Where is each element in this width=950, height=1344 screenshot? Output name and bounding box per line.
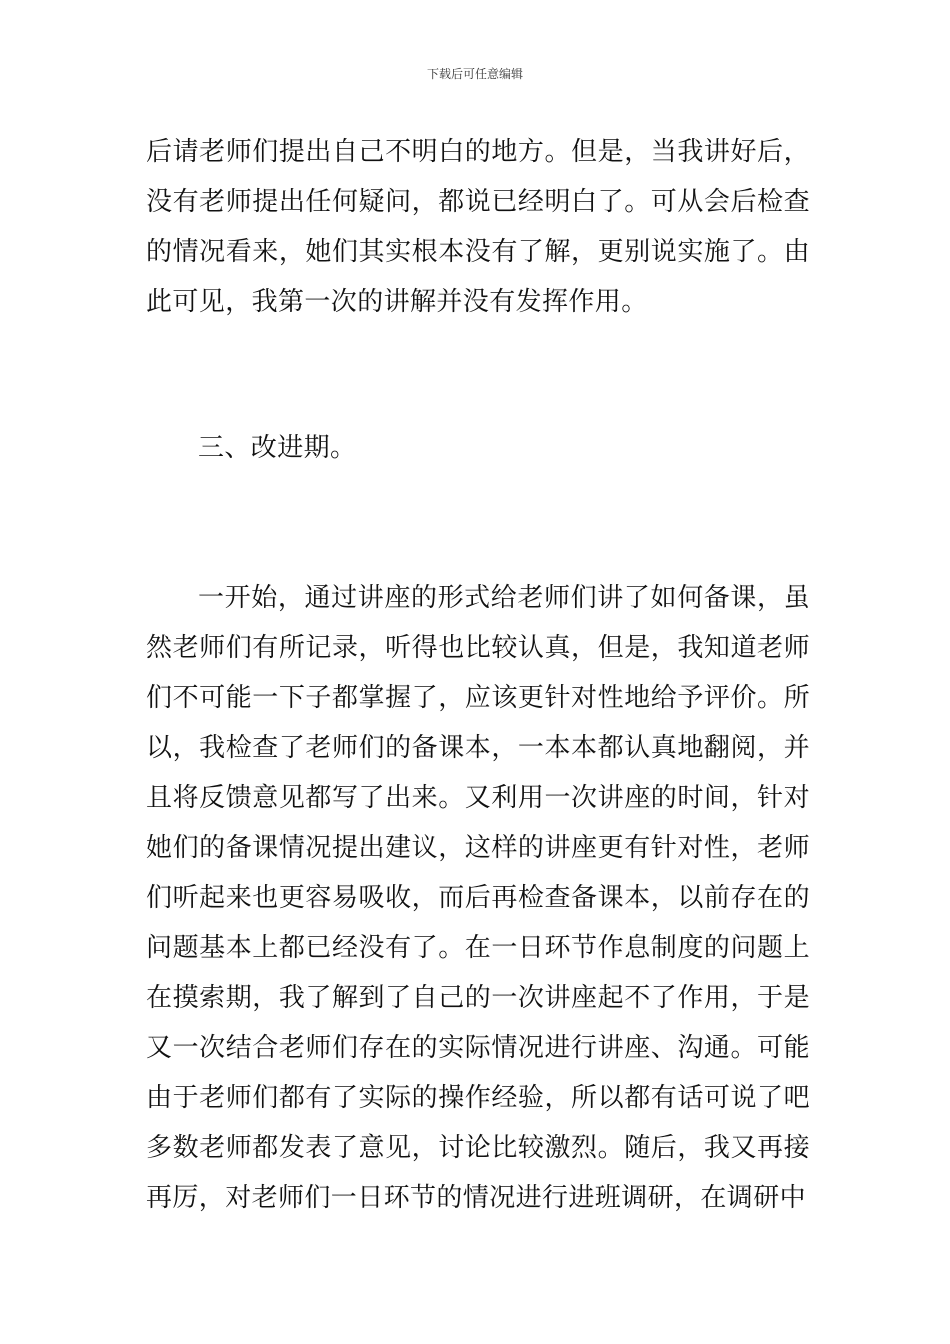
document-body [146, 127, 810, 1223]
paragraph-improvement: 一开始，通过讲座的形式给老师们讲了如何备课，虽然老师们有所记录，听得也比较认真，但是，我知道老师们不可能一下子都掌握了，应该更针对性地给予评价。所以，我检查了老师们的备课本，一本本都认真地翻阅，并且将反馈意见都写了出来。又利用一次讲座的时间，针对她们的备课情况提出建议，这样的讲座更有针对性，老师们听起来也更容易吸收，而后再检查备课本，以前存在的问题基本上都已经没有了。在一日环节作息制度的问题上在摸索期，我了解到了自己的一次讲座起不了作用，于是又一次结合老师们存在的实际情况进行讲座、沟通。可能由于老师们都有了实际的操作经验，所以都有话可说了吧多数老师都发表了意见，讨论比较激烈。随后，我又再接再厉，对老师们一日环节的情况进行进班调研，在调研中 [146, 583, 810, 1213]
header-note: 下载后可任意编辑 [426, 67, 523, 81]
paragraph-spacer [146, 473, 810, 573]
paragraph-continued: 后请老师们提出自己不明白的地方。但是，当我讲好后，没有老师提出任何疑问，都说已经明白了。可从会后检查的情况看来，她们其实根本没有了解，更别说实施了。由此可见，我第一次的讲解并没有发挥作用。 [146, 137, 810, 317]
paragraph-spacer [146, 327, 810, 423]
section-heading: 三、改进期。 [198, 433, 357, 463]
